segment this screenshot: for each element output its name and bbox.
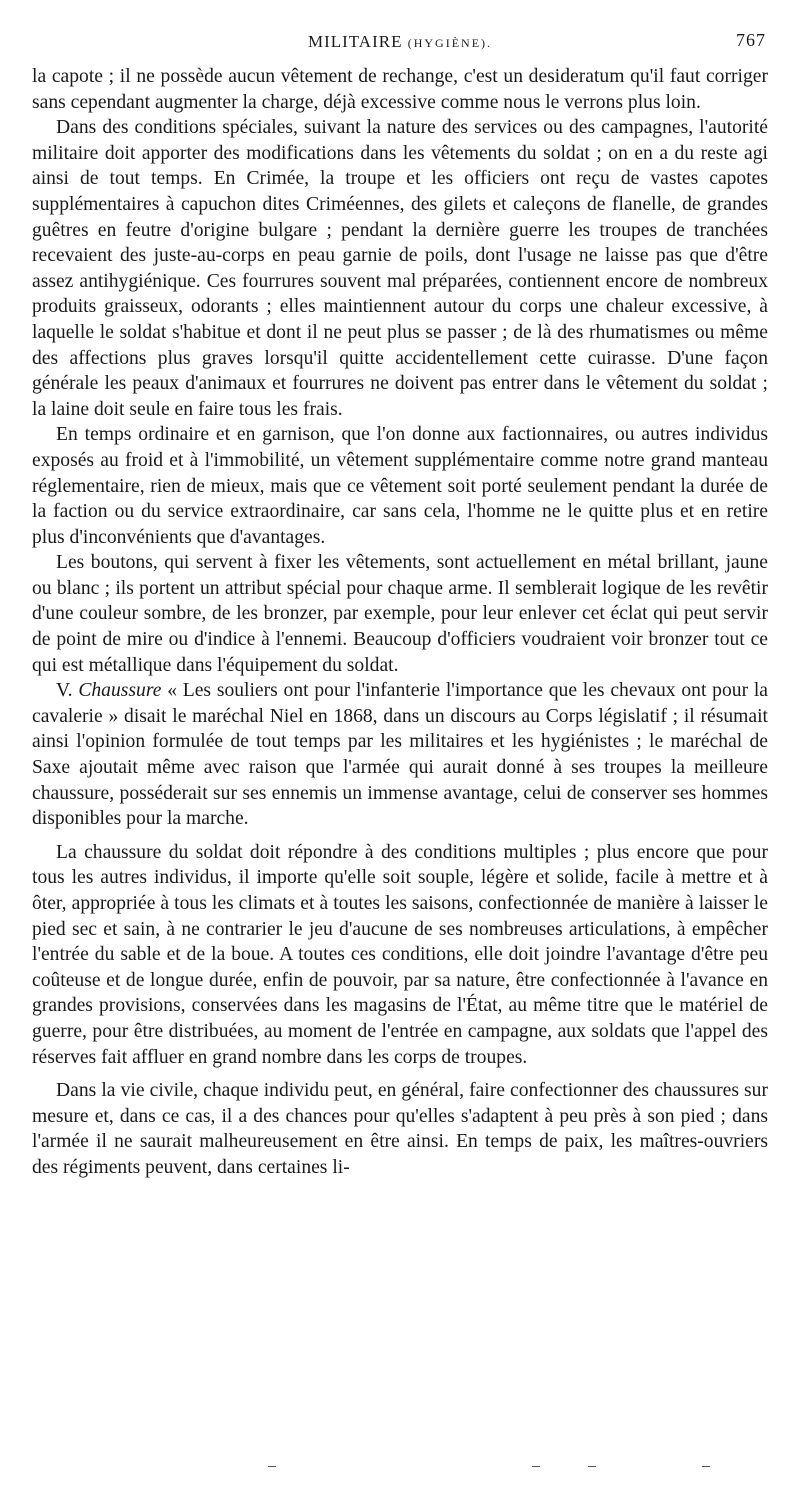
running-title [32, 32, 768, 52]
print-mark [702, 1466, 710, 1467]
page-number: 767 [736, 30, 766, 50]
section-title: Chaussure [78, 680, 162, 702]
body-text [32, 64, 768, 1181]
print-mark [588, 1466, 596, 1467]
running-title-sub: (HYGIÈNE). [407, 36, 493, 50]
footer-print-marks [0, 1466, 800, 1476]
print-mark [268, 1466, 276, 1467]
paragraph: En temps ordinaire et en garnison, que l'on donne aux factionnaires, ou autres individus exposés au froid et à l'immobilité, un vêtement supplémentaire comme notre grand manteau réglementaire, rien de mieux, mais que ce vêtement soit porté seulement pendant la durée de la faction ou du service extraordinaire, car sans cela, l'homme ne le quitte plus et en retire plus d'inconvénients que d'avantages. [32, 424, 768, 548]
section-number: V. [56, 680, 73, 702]
section-text: « Les souliers ont pour l'infanterie l'importance que les chevaux ont pour la cavalerie » disait le maréchal Niel en 1868, dans un discours au Corps législatif ; il résumait ainsi l'opinion formulée de tout temps par les militaires et les hygiénistes ; le maréchal de Saxe ajoutait même avec raison que l'armée qui aurait donné à ses troupes la meilleure chaussure, posséderait sur ses ennemis un immense avantage, celui de conserver ses hommes disponibles pour la marche. [32, 680, 768, 830]
running-header [32, 30, 768, 60]
paragraph: Les boutons, qui servent à fixer les vêtements, sont actuellement en métal brillant, jaune ou blanc ; ils portent un attribut spécial pour chaque arme. Il semblerait logique de les revêtir d'une couleur sombre, de les bronzer, par exemple, pour leur enlever cet éclat qui peut servir de point de mire ou d'indice à l'ennemi. Beaucoup d'officiers voudraient voir bronzer tout ce qui est métallique dans l'équipement du soldat. [32, 552, 768, 676]
print-mark [532, 1466, 540, 1467]
section-paragraph [32, 678, 768, 832]
paragraph: la capote ; il ne possède aucun vêtement de rechange, c'est un desideratum qu'il faut corriger sans cependant augmenter la charge, déjà excessive comme nous le verrons plus loin. [32, 66, 768, 113]
paragraph: La chaussure du soldat doit répondre à des conditions multiples ; plus encore que pour tous les autres individus, il importe qu'elle soit souple, légère et solide, facile à mettre et à ôter, appropriée à tous les climats et à toutes les saisons, confectionnée de manière à laisser le pied sec et sain, à ne contrarier le jeu d'aucune de ses nombreuses articulations, à empêcher l'entrée du sable et de la boue. A toutes ces conditions, elle doit joindre l'avantage d'être peu coûteuse et de longue durée, enfin de pouvoir, par sa nature, être confectionnée à l'avance en grandes provisions, conservées dans les magasins de l'État, au même titre que le matériel de guerre, pour être distribuées, au moment de l'entrée en campagne, aux soldats que l'appel des réserves fait affluer en grand nombre dans les corps de troupes. [32, 841, 768, 1068]
paragraph: Dans la vie civile, chaque individu peut, en général, faire confectionner des chaussures sur mesure et, dans ce cas, il a des chances pour qu'elles s'adaptent à peu près à son pied ; dans l'armée il ne saurait malheureusement en être ainsi. En temps de paix, les maîtres-ouvriers des régiments peuvent, dans certaines li- [32, 1080, 768, 1178]
paragraph: Dans des conditions spéciales, suivant la nature des services ou des campagnes, l'autorité militaire doit apporter des modifications dans les vêtements du soldat ; on en a du reste agi ainsi de tout temps. En Crimée, la troupe et les officiers ont reçu de vastes capotes supplémentaires à capuchon dites Criméennes, des gilets et caleçons de flanelle, de grandes guêtres en feutre d'origine bulgare ; pendant la dernière guerre les troupes de tranchées recevaient des juste-au-corps en peau garnie de poils, dont l'usage ne laisse pas que d'être assez antihygiénique. Ces fourrures souvent mal préparées, contiennent encore de nombreux produits graisseux, odorants ; elles maintiennent autour du corps une chaleur excessive, à laquelle le soldat s'habitue et dont il ne peut plus se passer ; de là des rhumatismes ou même des affections plus graves lorsqu'il quitte accidentellement cette cuirasse. D'une façon générale les peaux d'animaux et fourrures ne doivent pas entrer dans le vêtement du soldat ; la laine doit seule en faire tous les frais. [32, 117, 768, 420]
page [32, 30, 768, 1181]
running-title-main: MILITAIRE [307, 32, 403, 51]
